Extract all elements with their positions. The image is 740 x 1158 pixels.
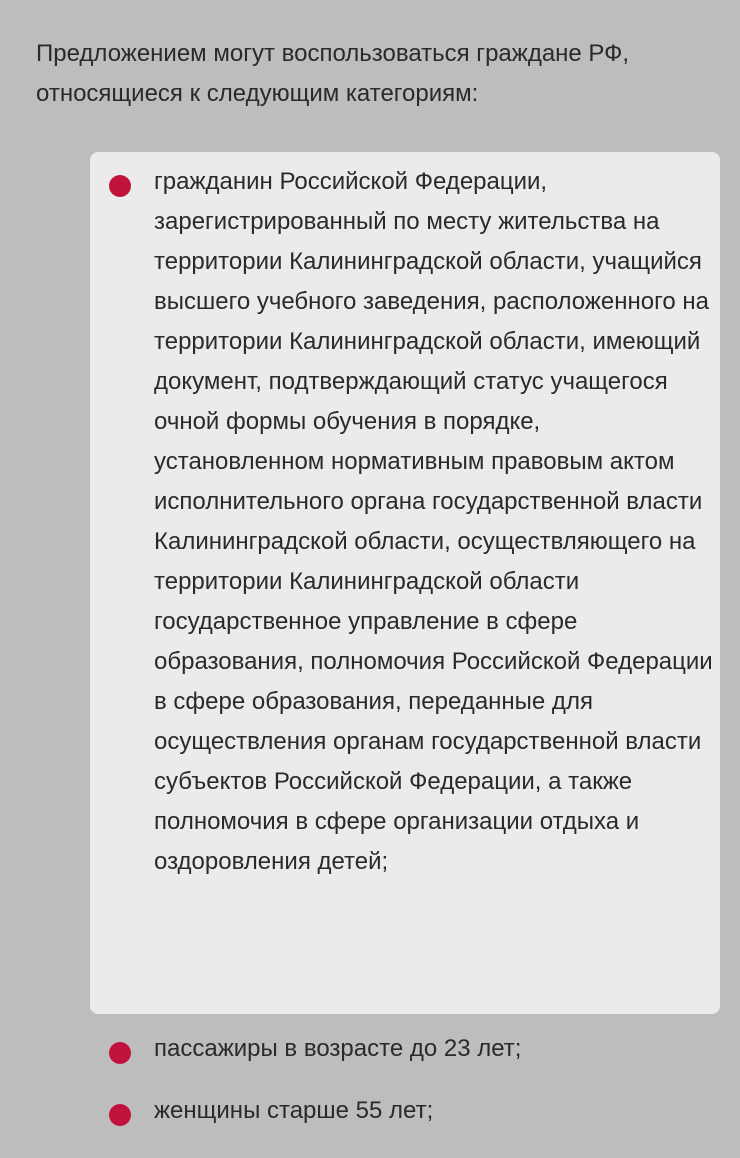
category-text: женщины старше 55 лет;: [154, 1097, 434, 1124]
bullet-dot-icon: [109, 175, 131, 197]
category-text: пассажиры в возрасте до 23 лет;: [154, 1035, 522, 1062]
category-item-student[interactable]: [90, 152, 720, 1014]
bullet-dot-icon: [109, 1042, 131, 1064]
intro-text: Предложением могут воспользоваться граждане РФ, относящиеся к следующим категориям:: [36, 40, 630, 107]
bullet-dot-icon: [109, 1104, 131, 1126]
category-text: гражданин Российской Федерации, зарегистрированный по месту жительства на территории Калининградской области, учащийся высшего учебного заведения, расположенного на территории Калининградской области, имеющий документ, подтверждающий статус учащегося очной формы обучения в порядке, установленном нормативным правовым актом исполнительного органа государственной власти Калининградской области, осуществляющего на территории Калининградской области государственное управление в сфере образования, полномочия Российской Федерации в сфере образования, переданные для осуществления органам государственной власти субъектов Российской Федерации, а также полномочия в сфере организации отдыха и оздоровления детей;: [154, 168, 713, 875]
category-item-under-23[interactable]: [90, 1024, 720, 1074]
category-item-women-over-55[interactable]: [90, 1086, 720, 1136]
